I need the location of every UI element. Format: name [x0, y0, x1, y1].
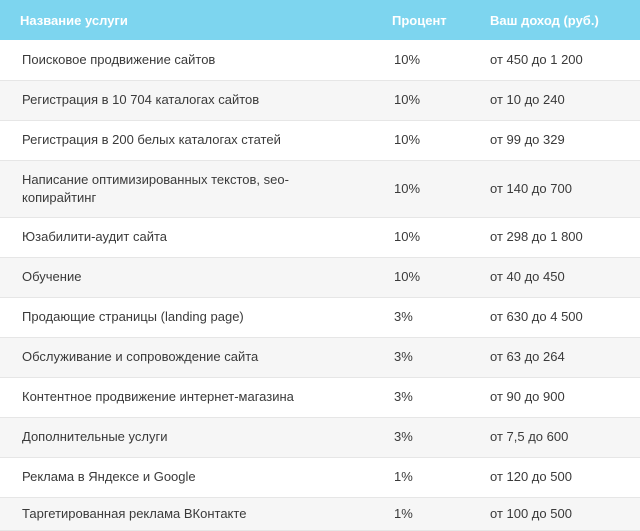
cell-income: от 298 до 1 800 — [468, 217, 640, 257]
cell-service: Регистрация в 10 704 каталогах сайтов — [0, 80, 370, 120]
cell-income: от 10 до 240 — [468, 80, 640, 120]
cell-income: от 40 до 450 — [468, 257, 640, 297]
table-row — [0, 297, 640, 337]
header-percent: Процент — [370, 0, 468, 40]
cell-income: от 120 до 500 — [468, 457, 640, 497]
cell-income: от 450 до 1 200 — [468, 40, 640, 80]
cell-income: от 100 до 500 — [468, 497, 640, 530]
table-row — [0, 80, 640, 120]
cell-service: Реклама в Яндексе и Google — [0, 457, 370, 497]
cell-income: от 90 до 900 — [468, 377, 640, 417]
table-row — [0, 377, 640, 417]
cell-percent: 3% — [370, 417, 468, 457]
cell-service: Обслуживание и сопровождение сайта — [0, 337, 370, 377]
table-row — [0, 417, 640, 457]
cell-percent: 3% — [370, 297, 468, 337]
cell-service: Поисковое продвижение сайтов — [0, 40, 370, 80]
table-row — [0, 217, 640, 257]
table-row — [0, 497, 640, 530]
cell-service: Обучение — [0, 257, 370, 297]
cell-income: от 99 до 329 — [468, 120, 640, 160]
cell-income: от 630 до 4 500 — [468, 297, 640, 337]
cell-percent: 3% — [370, 337, 468, 377]
cell-percent: 1% — [370, 497, 468, 530]
cell-service: Продающие страницы (landing page) — [0, 297, 370, 337]
table-row — [0, 40, 640, 80]
cell-percent: 1% — [370, 457, 468, 497]
cell-percent: 10% — [370, 120, 468, 160]
cell-percent: 3% — [370, 377, 468, 417]
cell-service: Дополнительные услуги — [0, 417, 370, 457]
cell-service: Регистрация в 200 белых каталогах статей — [0, 120, 370, 160]
table-row — [0, 337, 640, 377]
table-header-row — [0, 0, 640, 40]
cell-service: Таргетированная реклама ВКонтакте — [0, 497, 370, 530]
cell-percent: 10% — [370, 40, 468, 80]
cell-percent: 10% — [370, 257, 468, 297]
table-row — [0, 457, 640, 497]
header-service: Название услуги — [0, 0, 370, 40]
cell-percent: 10% — [370, 217, 468, 257]
table-row — [0, 120, 640, 160]
cell-service: Юзабилити-аудит сайта — [0, 217, 370, 257]
cell-percent: 10% — [370, 160, 468, 217]
cell-income: от 7,5 до 600 — [468, 417, 640, 457]
cell-income: от 63 до 264 — [468, 337, 640, 377]
cell-service: Написание оптимизированных текстов, seo-копирайтинг — [0, 160, 370, 217]
cell-income: от 140 до 700 — [468, 160, 640, 217]
table-row — [0, 257, 640, 297]
cell-service: Контентное продвижение интернет-магазина — [0, 377, 370, 417]
header-income: Ваш доход (руб.) — [468, 0, 640, 40]
cell-percent: 10% — [370, 80, 468, 120]
table-row — [0, 160, 640, 217]
